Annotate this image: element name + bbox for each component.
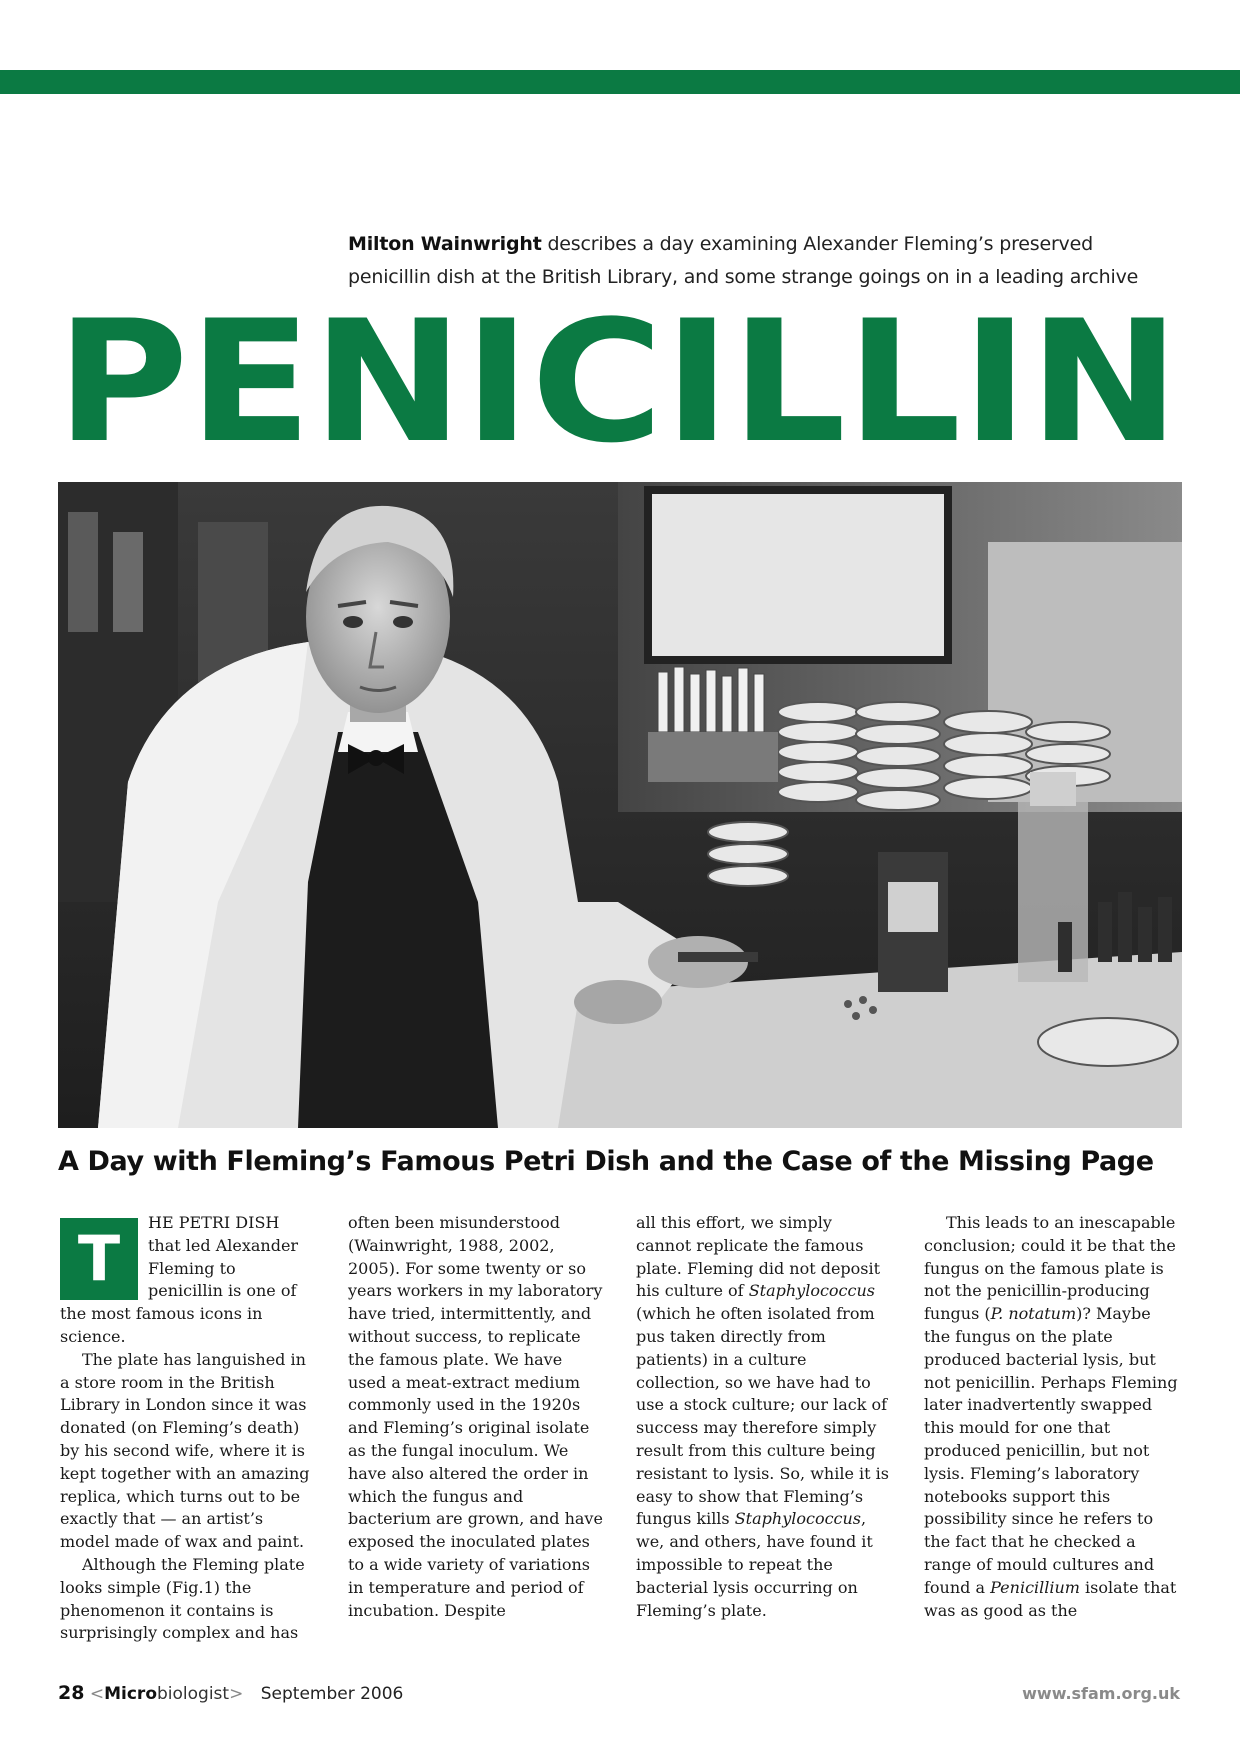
page-number: 28 bbox=[58, 1682, 85, 1704]
headline bbox=[56, 300, 1184, 460]
column-2 bbox=[348, 1212, 603, 1622]
fleming-laboratory-photo bbox=[58, 482, 1182, 1128]
magazine-name-light: biologist bbox=[157, 1684, 230, 1704]
author-name: Milton Wainwright bbox=[348, 233, 542, 255]
text-run: all this effort, we simply cannot replicate the famous plate. Fleming did not deposit his culture of bbox=[636, 1213, 881, 1301]
column-4 bbox=[924, 1212, 1179, 1622]
article-body bbox=[60, 1212, 1184, 1652]
column-1 bbox=[60, 1212, 315, 1645]
top-accent-bar bbox=[0, 70, 1240, 94]
col1-paragraph-2: The plate has languished in a store room in the British Library in London since it was donated (on Fleming’s death) by his second wife, where it is kept together with an amazing replica, which turns out to be exactly that — an artist’s model made of wax and paint. bbox=[60, 1349, 310, 1552]
text-run: )? Maybe the fungus on the plate produced bacterial lysis, but not penicillin. Perhaps Fleming later inadvertently swapped this mould for one that produced penicillin, but not lysis. Fleming’s laboratory notebooks support this possibility since he refers to the fact that he checked a range of mould cultures and found a bbox=[924, 1304, 1178, 1597]
species-name: P. notatum bbox=[990, 1304, 1077, 1324]
magazine-bracket-close: > bbox=[229, 1684, 244, 1704]
magazine-bracket-open: < bbox=[89, 1684, 105, 1704]
col1-paragraph-3: Although the Fleming plate looks simple (Fig.1) the phenomenon it contains is surprisingly complex and has bbox=[60, 1554, 305, 1643]
col3-paragraph-1 bbox=[636, 1212, 891, 1622]
standfirst bbox=[348, 228, 1178, 294]
text-run: This leads to an inescapable conclusion; could it be that the fungus on the famous plate is not the penicillin-producing fungus ( bbox=[924, 1213, 1176, 1324]
col4-paragraph-1 bbox=[924, 1212, 1179, 1622]
photo-illustration bbox=[58, 482, 1182, 1128]
magazine-name-bold: Micro bbox=[104, 1684, 157, 1704]
species-name: Staphylococcus bbox=[748, 1281, 875, 1301]
standfirst-text: describes a day examining Alexander Fleming’s preserved penicillin dish at the British Library, and some strange goings on in a leading archive bbox=[348, 233, 1139, 288]
text-run: (which he often isolated from pus taken directly from patients) in a culture collection, so we have had to use a stock culture; our lack of success may therefore simply result from this culture being resistant to lysis. So, while it is easy to show that Fleming’s fungus kills bbox=[636, 1304, 889, 1529]
issue-date: September 2006 bbox=[260, 1684, 404, 1704]
headline-text: PENICILLIN bbox=[56, 300, 1180, 460]
col1-paragraph-1: HE PETRI DISH that led Alexander Fleming to penicillin is one of the most famous icons in science. bbox=[60, 1213, 299, 1346]
text-run: , we, and others, have found it impossible to repeat the bacterial lysis occurring on Fleming’s plate. bbox=[636, 1509, 873, 1620]
column-3 bbox=[636, 1212, 891, 1622]
text-run: isolate that was as good as the bbox=[924, 1577, 1177, 1620]
species-name: Staphylococcus bbox=[734, 1509, 862, 1529]
article-subheading: A Day with Fleming’s Famous Petri Dish and the Case of the Missing Page bbox=[58, 1146, 1154, 1177]
headline-graphic bbox=[56, 300, 1184, 460]
species-name: Penicillium bbox=[990, 1577, 1080, 1597]
drop-cap: T bbox=[60, 1218, 138, 1300]
col2-paragraph-1: often been misunderstood (Wainwright, 1988, 2002, 2005). For some twenty or so years workers in my laboratory have tried, intermittently, and without success, to replicate the famous plate. We have used a meat-extract medium commonly used in the 1920s and Fleming’s original isolate as the fungal inoculum. We have also altered the order in which the fungus and bacterium are grown, and have exposed the inoculated plates to a wide variety of variations in temperature and period of incubation. Despite bbox=[348, 1213, 603, 1620]
website-link[interactable]: www.sfam.org.uk bbox=[1022, 1684, 1180, 1703]
footer-left bbox=[58, 1682, 403, 1704]
